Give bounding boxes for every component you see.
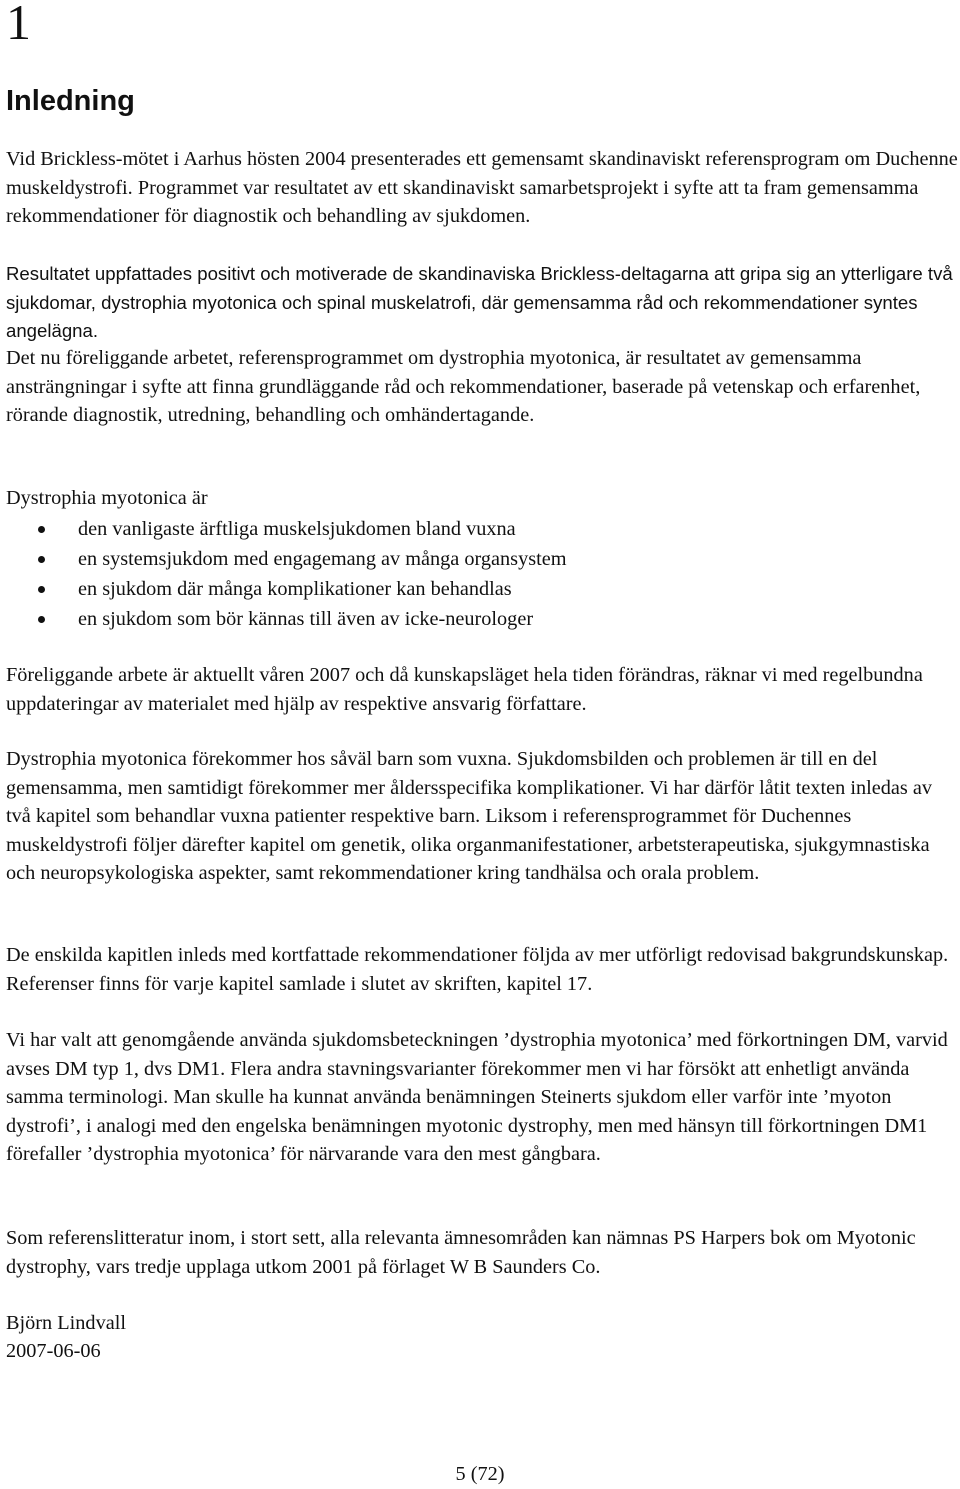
list-item-text: en systemsjukdom med engagemang av många organsystem — [78, 548, 567, 570]
chapter-number: 1 — [6, 0, 31, 50]
list-item — [6, 514, 946, 544]
chapter-title: Inledning — [6, 85, 135, 117]
list-item-text: den vanligaste ärftliga muskelsjukdomen bland vuxna — [78, 518, 516, 540]
bullet-icon — [38, 616, 45, 623]
paragraph-children-adults: Dystrophia myotonica förekommer hos såväl barn som vuxna. Sjukdomsbilden och problemen är till en del gemensamma, men samtidigt förekommer mer åldersspecifika komplikationer. Vi har därför låtit texten inledas av två kapitel som behandlar vuxna patienter respektive barn. Liksom i referensprogrammet för Duchennes muskeldystrofi följer därefter kapitel om genetik, olika organmanifestationer, arbetsterapeutiska, sjukgymnastiska och neuropsykologiska aspekter, samt rekommendationer kring tandhälsa och orala problem. — [6, 748, 932, 885]
paragraph-terminology: Vi har valt att genomgående använda sjukdomsbeteckningen ’dystrophia myotonica’ med förkortningen DM, varvid avses DM typ 1, dvs DM1. Flera andra stavningsvarianter förekommer men vi har försökt att enhetligt använda samma terminologi. Man skulle ha kunnat använda benämningen Steinerts sjukdom eller varför inte ’myoton dystrofi’, i analogi med den engelska benämningen myotonic dystrophy, men med hänsyn till förkortningen DM1 förefaller ’dystrophia myotonica’ för närvarande vara den mest gångbara. — [6, 1029, 948, 1166]
list-item — [6, 604, 946, 634]
signature-date: 2007-06-06 — [6, 1340, 101, 1362]
list-item — [6, 574, 946, 604]
bullet-list — [6, 514, 946, 634]
list-item-text: en sjukdom som bör kännas till även av icke-neurologer — [78, 608, 534, 630]
signature-name: Björn Lindvall — [6, 1312, 126, 1334]
paragraph-current-work: Det nu föreliggande arbetet, referensprogrammet om dystrophia myotonica, är resultatet av gemensamma ansträngningar i syfte att finna grundläggande råd och rekommendationer, baserade på vetenskap och erfarenhet, rörande diagnostik, utredning, behandling och omhändertagande. — [6, 347, 921, 427]
paragraph-updates: Föreliggande arbete är aktuellt våren 2007 och då kunskapsläget hela tiden förändras, räknar vi med regelbundna uppdateringar av materialet med hjälp av respektive ansvarig författare. — [6, 664, 923, 715]
bullet-icon — [38, 586, 45, 593]
paragraph-chapter-structure: De enskilda kapitlen inleds med kortfattade rekommendationer följda av mer utförligt redovisad bakgrundskunskap. Referenser finns för varje kapitel samlade i slutet av skriften, kapitel 17. — [6, 944, 949, 995]
paragraph-background: Vid Brickless-mötet i Aarhus hösten 2004 presenterades ett gemensamt skandinaviskt referensprogram om Duchenne muskeldystrofi. Programmet var resultatet av ett skandinaviskt samarbetsprojekt i syfte att ta fram gemensamma rekommendationer för diagnostik och behandling av sjukdomen. — [6, 148, 958, 228]
bullet-icon — [38, 526, 45, 533]
page-number: 5 (72) — [455, 1463, 505, 1485]
bullet-icon — [38, 556, 45, 563]
list-item-text: en sjukdom där många komplikationer kan behandlas — [78, 578, 512, 600]
list-item — [6, 544, 946, 574]
paragraph-result: Resultatet uppfattades positivt och motiverade de skandinaviska Brickless-deltagarna att gripa sig an ytterligare två sjukdomar, dystrophia myotonica och spinal muskelatrofi, där gemensamma råd och rekommendationer syntes angelägna. — [6, 263, 953, 342]
paragraph-reference-literature: Som referenslitteratur inom, i stort sett, alla relevanta ämnesområden kan nämnas PS Harpers bok om Myotonic dystrophy, vars tredje upplaga utkom 2001 på förlaget W B Saunders Co. — [6, 1227, 916, 1278]
list-intro: Dystrophia myotonica är — [6, 487, 208, 509]
